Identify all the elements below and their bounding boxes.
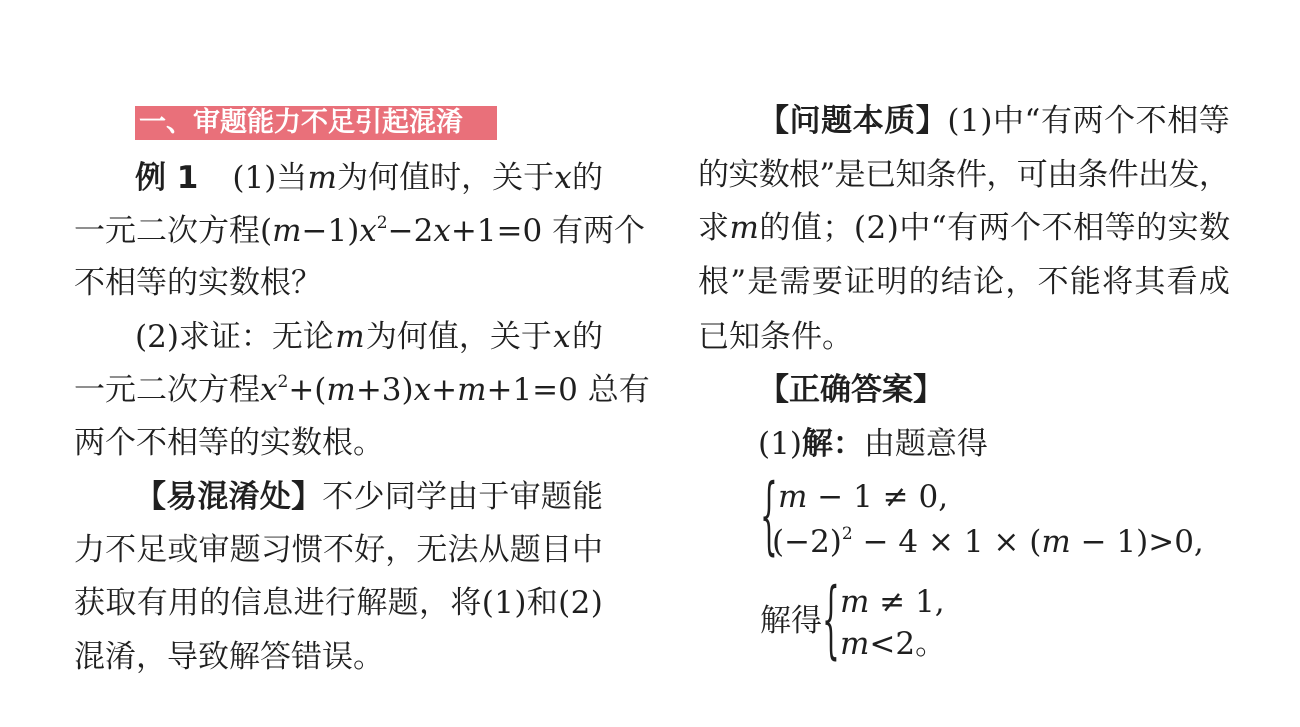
example-1-line-3: 不相等的实数根？ bbox=[74, 265, 322, 301]
essence-line-1: 【问题本质】(1)中“有两个不相等 bbox=[758, 103, 1231, 139]
system-2-row-2: m<2。 bbox=[840, 626, 947, 662]
example-1-line-2: 一元二次方程( $m-1)x^2-2x+1=0$ 有两个 bbox=[74, 213, 646, 249]
example-1-part-2-line-2: 一元二次方程 $x^2+(m+3)x+m+1=0$ 总有 bbox=[74, 372, 650, 408]
example-1-part-2-line-3: 两个不相等的实数根。 bbox=[74, 425, 384, 461]
confusion-label: 【易混淆处】 bbox=[135, 479, 323, 515]
system-1-row-2: $(-2)^2 - 4 \times 1 \times (m - 1)>0$, bbox=[772, 524, 1204, 560]
essence-line-4: 根”是需要证明的结论，不能将其看成 bbox=[698, 264, 1232, 300]
section-heading: 一、审题能力不足引起混淆 bbox=[135, 106, 497, 140]
confusion-line-3: 获取有用的信息进行解题，将(1)和(2) bbox=[74, 585, 604, 621]
solution-intro: (1)解：由题意得 bbox=[758, 426, 988, 462]
confusion-line-4: 混淆，导致解答错误。 bbox=[74, 639, 384, 675]
example-1-part-2-line-1: (2)求证：无论 m 为何值，关于 x 的 bbox=[135, 319, 603, 355]
solve-label: 解得 bbox=[760, 603, 822, 639]
example-label: 例 1 bbox=[135, 160, 199, 196]
left-brace-icon: { bbox=[822, 571, 840, 669]
confusion-line-2: 力不足或审题习惯不好，无法从题目中 bbox=[74, 532, 604, 568]
left-brace-icon: { bbox=[760, 467, 778, 565]
essence-line-3: 求m的值；(2)中“有两个不相等的实数 bbox=[698, 210, 1231, 246]
system-1-row-1: m − 1 ≠ 0, bbox=[778, 479, 949, 515]
answer-label: 【正确答案】 bbox=[758, 372, 944, 408]
example-1-line-1: 例 1 (1)当 m 为何值时，关于 x 的 bbox=[135, 160, 603, 196]
essence-label: 【问题本质】 bbox=[758, 103, 948, 139]
essence-line-2: 的实数根”是已知条件，可由条件出发， bbox=[698, 157, 1230, 193]
essence-line-5: 已知条件。 bbox=[698, 319, 853, 355]
confusion-line-1: 【易混淆处】不少同学由于审题能 bbox=[135, 479, 604, 515]
system-2-row-1: m ≠ 1, bbox=[840, 584, 945, 620]
